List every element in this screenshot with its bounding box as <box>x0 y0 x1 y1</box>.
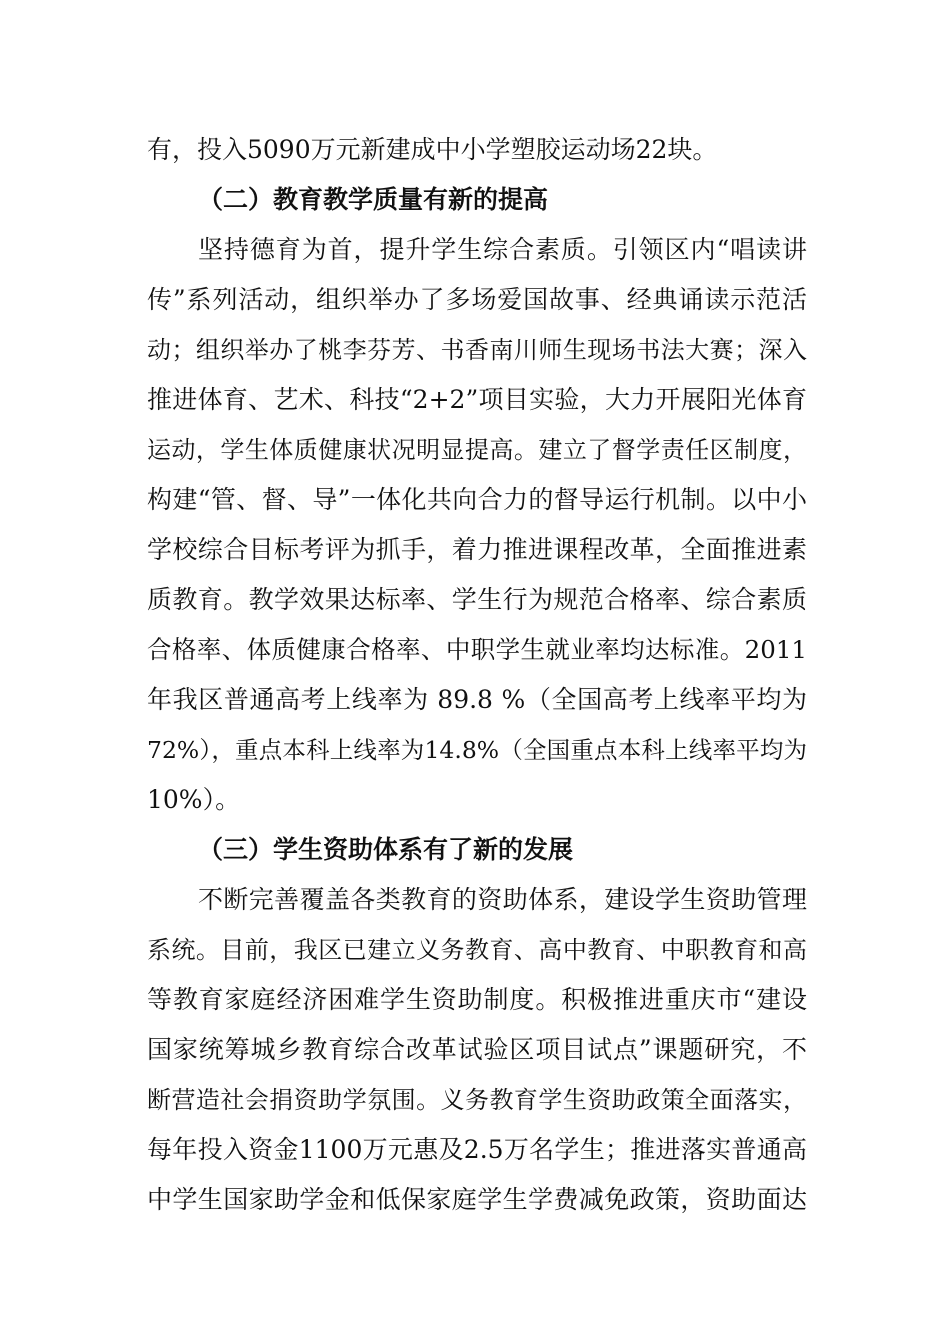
paragraph-line: 合格率、体质健康合格率、中职学生就业率均达标准。2011 <box>147 635 807 664</box>
paragraph-line: 国家统筹城乡教育综合改革试验区项目试点”课题研究，不 <box>147 1035 807 1064</box>
paragraph-line: 72%），重点本科上线率为14.8%（全国重点本科上线率平均为 <box>147 736 807 764</box>
paragraph-line: 10%）。 <box>147 785 241 814</box>
paragraph-line: 有，投入5090万元新建成中小学塑胶运动场22块。 <box>147 135 718 164</box>
paragraph-line: 坚持德育为首，提升学生综合素质。引领区内“唱读讲 <box>198 235 807 264</box>
paragraph-line: 动；组织举办了桃李芬芳、书香南川师生现场书法大赛；深入 <box>147 336 807 364</box>
section-heading-3: （三）学生资助体系有了新的发展 <box>198 835 574 864</box>
paragraph-line: 中学生国家助学金和低保家庭学生学费减免政策，资助面达 <box>147 1185 807 1214</box>
section-heading-2: （二）教育教学质量有新的提高 <box>198 185 549 214</box>
paragraph-line: 质教育。教学效果达标率、学生行为规范合格率、综合素质 <box>147 585 807 614</box>
paragraph-line: 传”系列活动，组织举办了多场爱国故事、经典诵读示范活 <box>147 285 807 314</box>
paragraph-line: 等教育家庭经济困难学生资助制度。积极推进重庆市“建设 <box>147 985 807 1014</box>
paragraph-line: 年我区普通高考上线率为 89.8 %（全国高考上线率平均为 <box>147 685 807 714</box>
paragraph-line: 不断完善覆盖各类教育的资助体系，建设学生资助管理 <box>198 885 807 914</box>
paragraph-line: 断营造社会捐资助学氛围。义务教育学生资助政策全面落实， <box>147 1086 807 1114</box>
paragraph-line: 构建“管、督、导”一体化共向合力的督导运行机制。以中小 <box>147 485 807 514</box>
paragraph-line: 每年投入资金1100万元惠及2.5万名学生；推进落实普通高 <box>147 1135 807 1164</box>
paragraph-line: 学校综合目标考评为抓手，着力推进课程改革，全面推进素 <box>147 535 807 564</box>
paragraph-line: 运动，学生体质健康状况明显提高。建立了督学责任区制度， <box>147 436 807 464</box>
paragraph-line: 推进体育、艺术、科技“2+2”项目实验，大力开展阳光体育 <box>147 385 807 414</box>
paragraph-line: 系统。目前，我区已建立义务教育、高中教育、中职教育和高 <box>147 936 807 964</box>
